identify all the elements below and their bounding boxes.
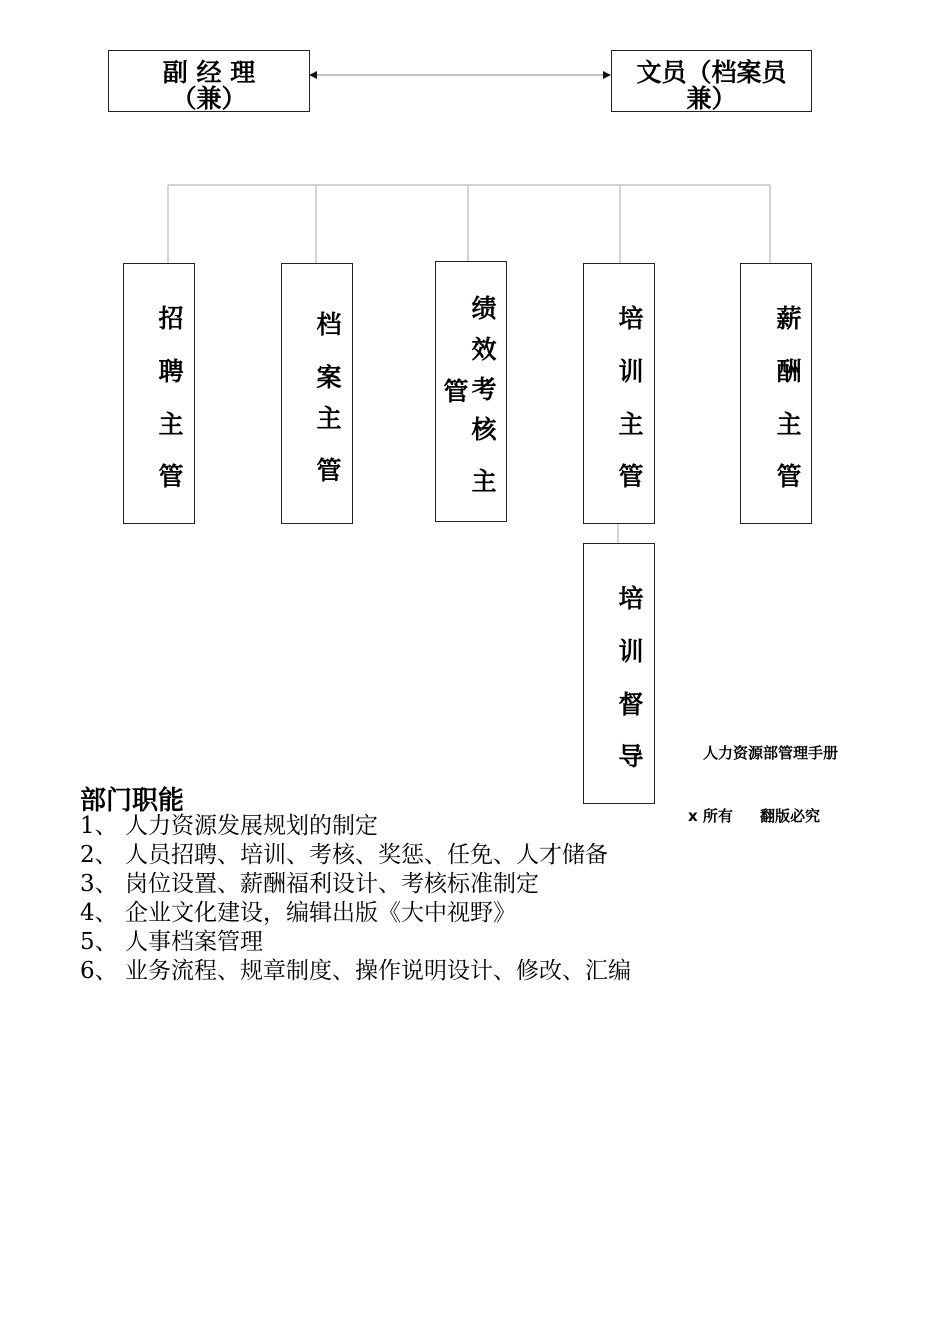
training-coordinator-box (583, 543, 655, 804)
supervisor-char: 考 (471, 375, 497, 404)
supervisor-char: 核 (471, 415, 497, 444)
supervisor-char: 训 (618, 637, 644, 666)
list-item: 2、 人员招聘、培训、考核、奖惩、任免、人才储备 (80, 842, 608, 868)
deputy-manager-concurrent: （兼） (171, 84, 247, 112)
supervisor-char: 效 (471, 335, 497, 364)
supervisor-char: 培 (618, 584, 644, 613)
clerk-title: 文员（档案员 (636, 58, 787, 87)
supervisor-char: 酬 (776, 357, 802, 386)
supervisor-char: 管 (158, 462, 184, 491)
supervisor-char: 培 (618, 304, 644, 333)
supervisor-char: 主 (618, 410, 644, 439)
list-item: 6、 业务流程、规章制度、操作说明设计、修改、汇编 (80, 958, 631, 984)
supervisor-char: 档 (316, 310, 342, 339)
recruitment-supervisor-box (123, 263, 195, 524)
list-item: 4、 企业文化建设，编辑出版《大中视野》 (80, 900, 516, 926)
supervisor-char: 主 (471, 467, 497, 496)
list-item: 3、 岗位设置、薪酬福利设计、考核标准制定 (80, 871, 539, 897)
supervisor-char: 导 (618, 742, 644, 771)
supervisor-char: 绩 (471, 294, 497, 323)
clerk-concurrent: 兼） (686, 84, 737, 112)
performance-supervisor-box (435, 261, 507, 522)
clerk-box (611, 50, 812, 112)
supervisor-char: 薪 (776, 304, 802, 333)
archive-supervisor-box (281, 263, 353, 524)
supervisor-char: 案 (316, 363, 342, 392)
supervisor-char: 招 (158, 304, 184, 333)
supervisor-char: 主 (158, 410, 184, 439)
supervisor-char: 聘 (158, 357, 184, 386)
supervisor-char: 管 (776, 462, 802, 491)
supervisor-char: 管 (316, 456, 342, 485)
training-supervisor-box (583, 263, 655, 524)
copyright-suffix: 翻版必究 (760, 807, 821, 825)
manual-title: 人力资源部管理手册 (703, 744, 839, 762)
copyright-prefix: x 所有 (688, 807, 733, 825)
list-item: 1、 人力资源发展规划的制定 (80, 813, 378, 839)
supervisor-char: 主 (776, 410, 802, 439)
supervisor-char: 主 (316, 404, 342, 433)
supervisor-char: 督 (618, 690, 644, 719)
deputy-manager-box (108, 50, 310, 112)
functions-list (80, 812, 631, 986)
list-item: 5、 人事档案管理 (80, 929, 263, 955)
supervisor-char: 管 (618, 462, 644, 491)
supervisor-char: 训 (618, 357, 644, 386)
salary-supervisor-box (740, 263, 812, 524)
deputy-manager-title: 副 经 理 (162, 58, 256, 87)
supervisor-char: 管 (443, 377, 469, 406)
functions-title: 部门职能 (80, 786, 185, 816)
